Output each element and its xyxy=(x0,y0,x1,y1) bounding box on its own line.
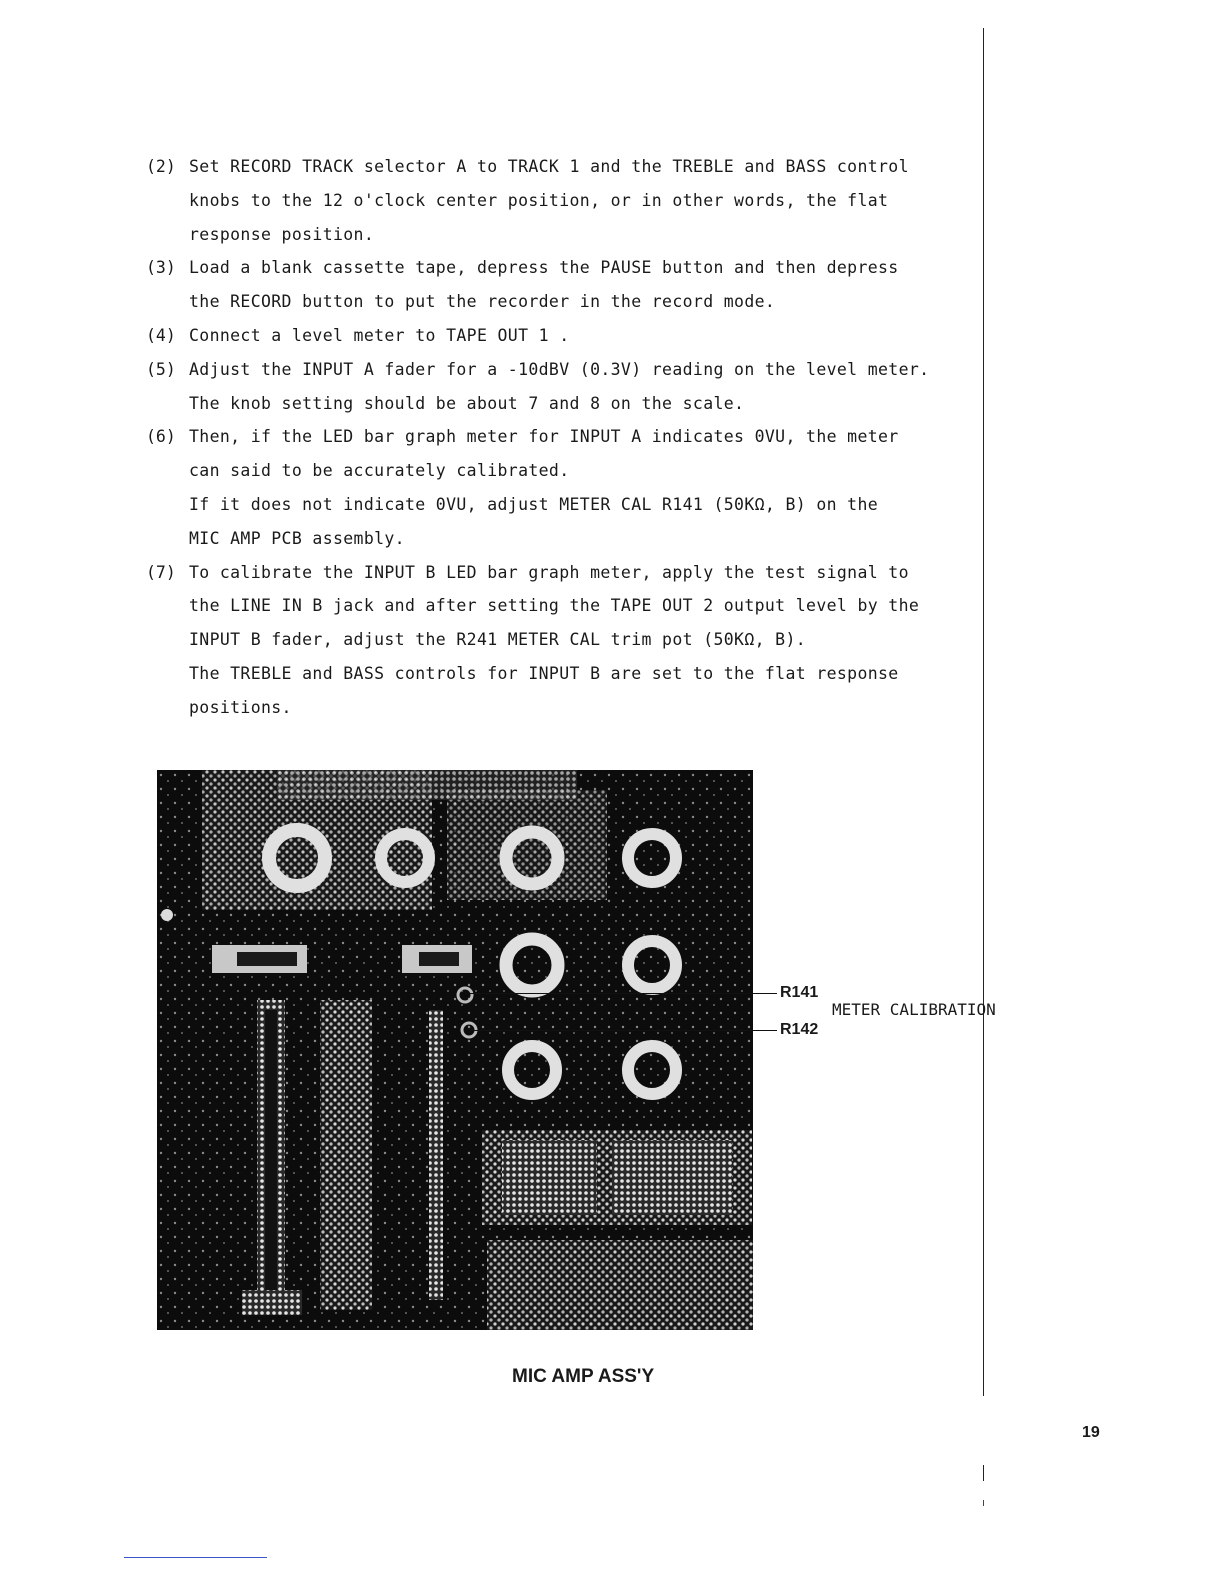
step-number: (6) xyxy=(146,427,176,447)
step-4 xyxy=(146,319,986,353)
label-r142: R142 xyxy=(780,1021,819,1038)
step-text: can said to be accurately calibrated. xyxy=(189,461,570,481)
step-number: (3) xyxy=(146,258,176,278)
step-text: knobs to the 12 o'clock center position, or in other words, the flat xyxy=(189,190,889,210)
footer-line xyxy=(124,1557,267,1558)
step-number: (4) xyxy=(146,325,176,345)
label-r141: R141 xyxy=(780,984,819,1001)
leader-line-r142 xyxy=(470,1030,777,1031)
margin-rule-mark xyxy=(983,1465,984,1481)
step-5 xyxy=(146,353,986,421)
pcb-photo xyxy=(157,770,753,1330)
step-7 xyxy=(146,556,986,725)
step-text: the RECORD button to put the recorder in the record mode. xyxy=(189,292,776,312)
step-text: To calibrate the INPUT B LED bar graph meter, apply the test signal to xyxy=(189,562,909,582)
step-text: MIC AMP PCB assembly. xyxy=(189,528,405,548)
step-text: Connect a level meter to TAPE OUT 1 . xyxy=(189,325,570,345)
step-6 xyxy=(146,420,986,555)
step-text: positions. xyxy=(189,697,292,717)
step-text: The TREBLE and BASS controls for INPUT B are set to the flat response xyxy=(189,663,899,683)
step-text: the LINE IN B jack and after setting the TAPE OUT 2 output level by the xyxy=(189,596,920,616)
step-text: Adjust the INPUT A fader for a -10dBV (0.3V) reading on the level meter. xyxy=(189,359,930,379)
step-text: The knob setting should be about 7 and 8 on the scale. xyxy=(189,393,745,413)
meter-calibration-callout: METER CALIBRATION xyxy=(832,1000,996,1019)
figure-caption: MIC AMP ASS'Y xyxy=(512,1366,655,1387)
step-text: INPUT B fader, adjust the R241 METER CAL trim pot (50KΩ, B). xyxy=(189,630,807,650)
step-text: response position. xyxy=(189,224,375,244)
step-number: (2) xyxy=(146,157,176,176)
step-2 xyxy=(146,150,986,251)
step-number: (5) xyxy=(146,359,176,379)
leader-line-r141 xyxy=(470,993,777,994)
procedure-steps xyxy=(146,150,986,725)
page-number: 19 xyxy=(1082,1424,1100,1441)
step-number: (7) xyxy=(146,562,176,582)
step-text: Load a blank cassette tape, depress the PAUSE button and then depress xyxy=(189,258,899,278)
step-text: If it does not indicate 0VU, adjust METER CAL R141 (50KΩ, B) on the xyxy=(189,494,879,514)
step-text: Set RECORD TRACK selector A to TRACK 1 and the TREBLE and BASS control xyxy=(189,157,909,176)
step-text: Then, if the LED bar graph meter for INPUT A indicates 0VU, the meter xyxy=(189,427,899,447)
margin-rule-mark xyxy=(983,1500,984,1506)
step-3 xyxy=(146,251,986,319)
